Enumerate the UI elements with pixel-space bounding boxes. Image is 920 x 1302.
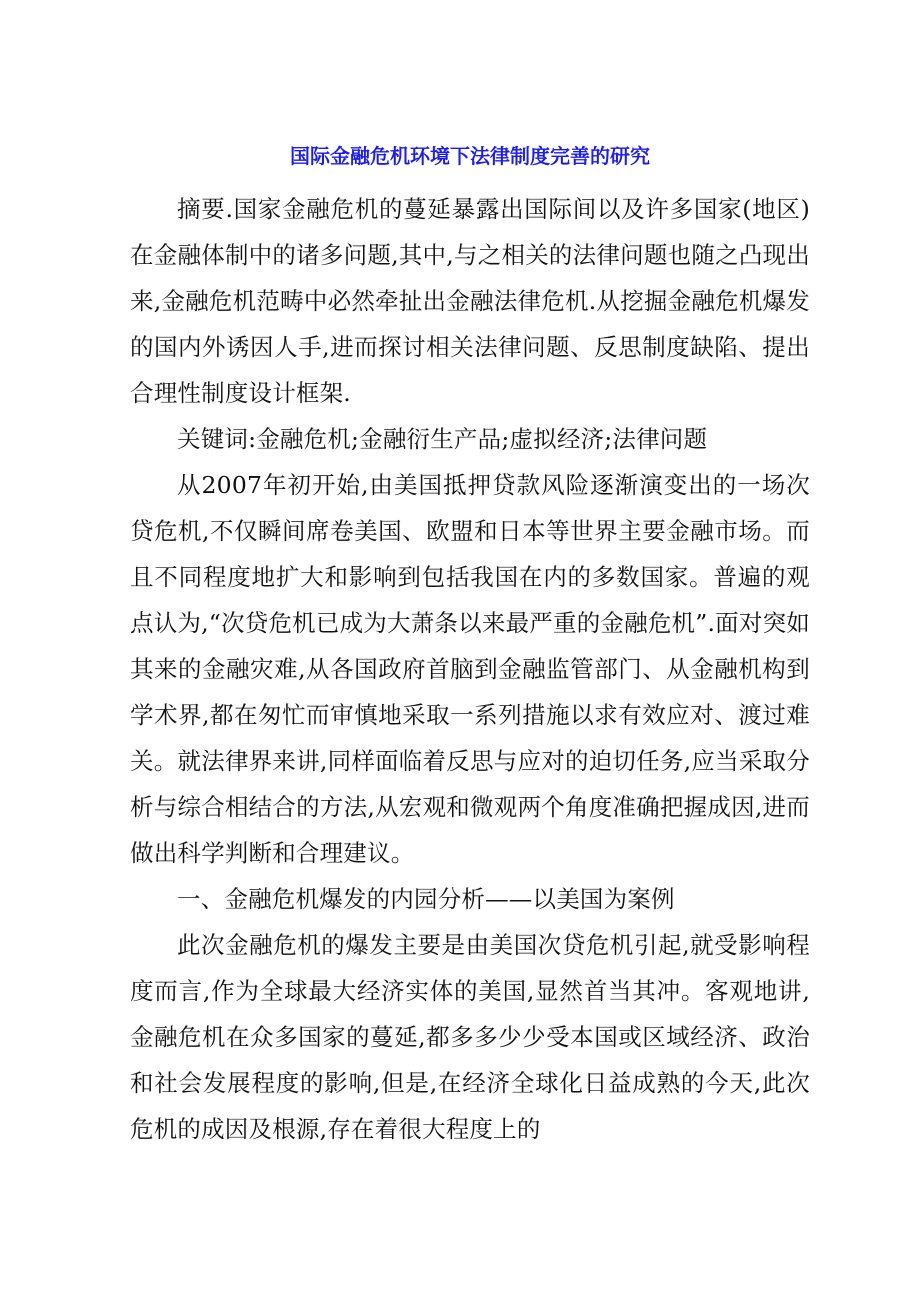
document-title: 国际金融危机环境下法律制度完善的研究: [290, 144, 650, 168]
body-paragraph: 此次金融危机的爆发主要是由美国次贷危机引起,就受影响程度而言,作为全球最大经济实体的美国,显然首当其冲。客观地讲,金融危机在众多国家的蔓延,都多多少少受本国或区域经济、政治和社会发展程度的影响,但是,在经济全球化日益成熟的今天,此次危机的成因及根源,存在着很大程度上的: [130, 931, 810, 1143]
keywords-paragraph: 关键词:金融危机;金融衍生产品;虚拟经济;法律问题: [177, 425, 708, 453]
abstract-paragraph: 摘要.国家金融危机的蔓延暴露出国际间以及许多国家(地区)在金融体制中的诸多问题,其中,与之相关的法律问题也随之凸现出来,金融危机范畴中必然牵扯出金融法律危机.从挖掘金融危机爆发的国内外诱因人手,进而探讨相关法律问题、反思制度缺陷、提出合理性制度设计框架.: [130, 195, 810, 407]
section-heading: 一、金融危机爆发的内园分析——以美国为案例: [177, 885, 675, 913]
intro-paragraph: 从2007年初开始,由美国抵押贷款风险逐渐演变出的一场次贷危机,不仅瞬间席卷美国、欧盟和日本等世界主要金融市场。而且不同程度地扩大和影响到包括我国在内的多数国家。普遍的观点认为,“次贷危机已成为大萧条以来最严重的金融危机”.面对突如其来的金融灾难,从各国政府首脑到金融监管部门、从金融机构到学术界,都在匆忙而审慎地采取一系列措施以求有效应对、渡过难关。就法律界来讲,同样面临着反思与应对的迫切任务,应当采取分析与综合相结合的方法,从宏观和微观两个角度准确把握成因,进而做出科学判断和合理建议。: [130, 471, 810, 867]
